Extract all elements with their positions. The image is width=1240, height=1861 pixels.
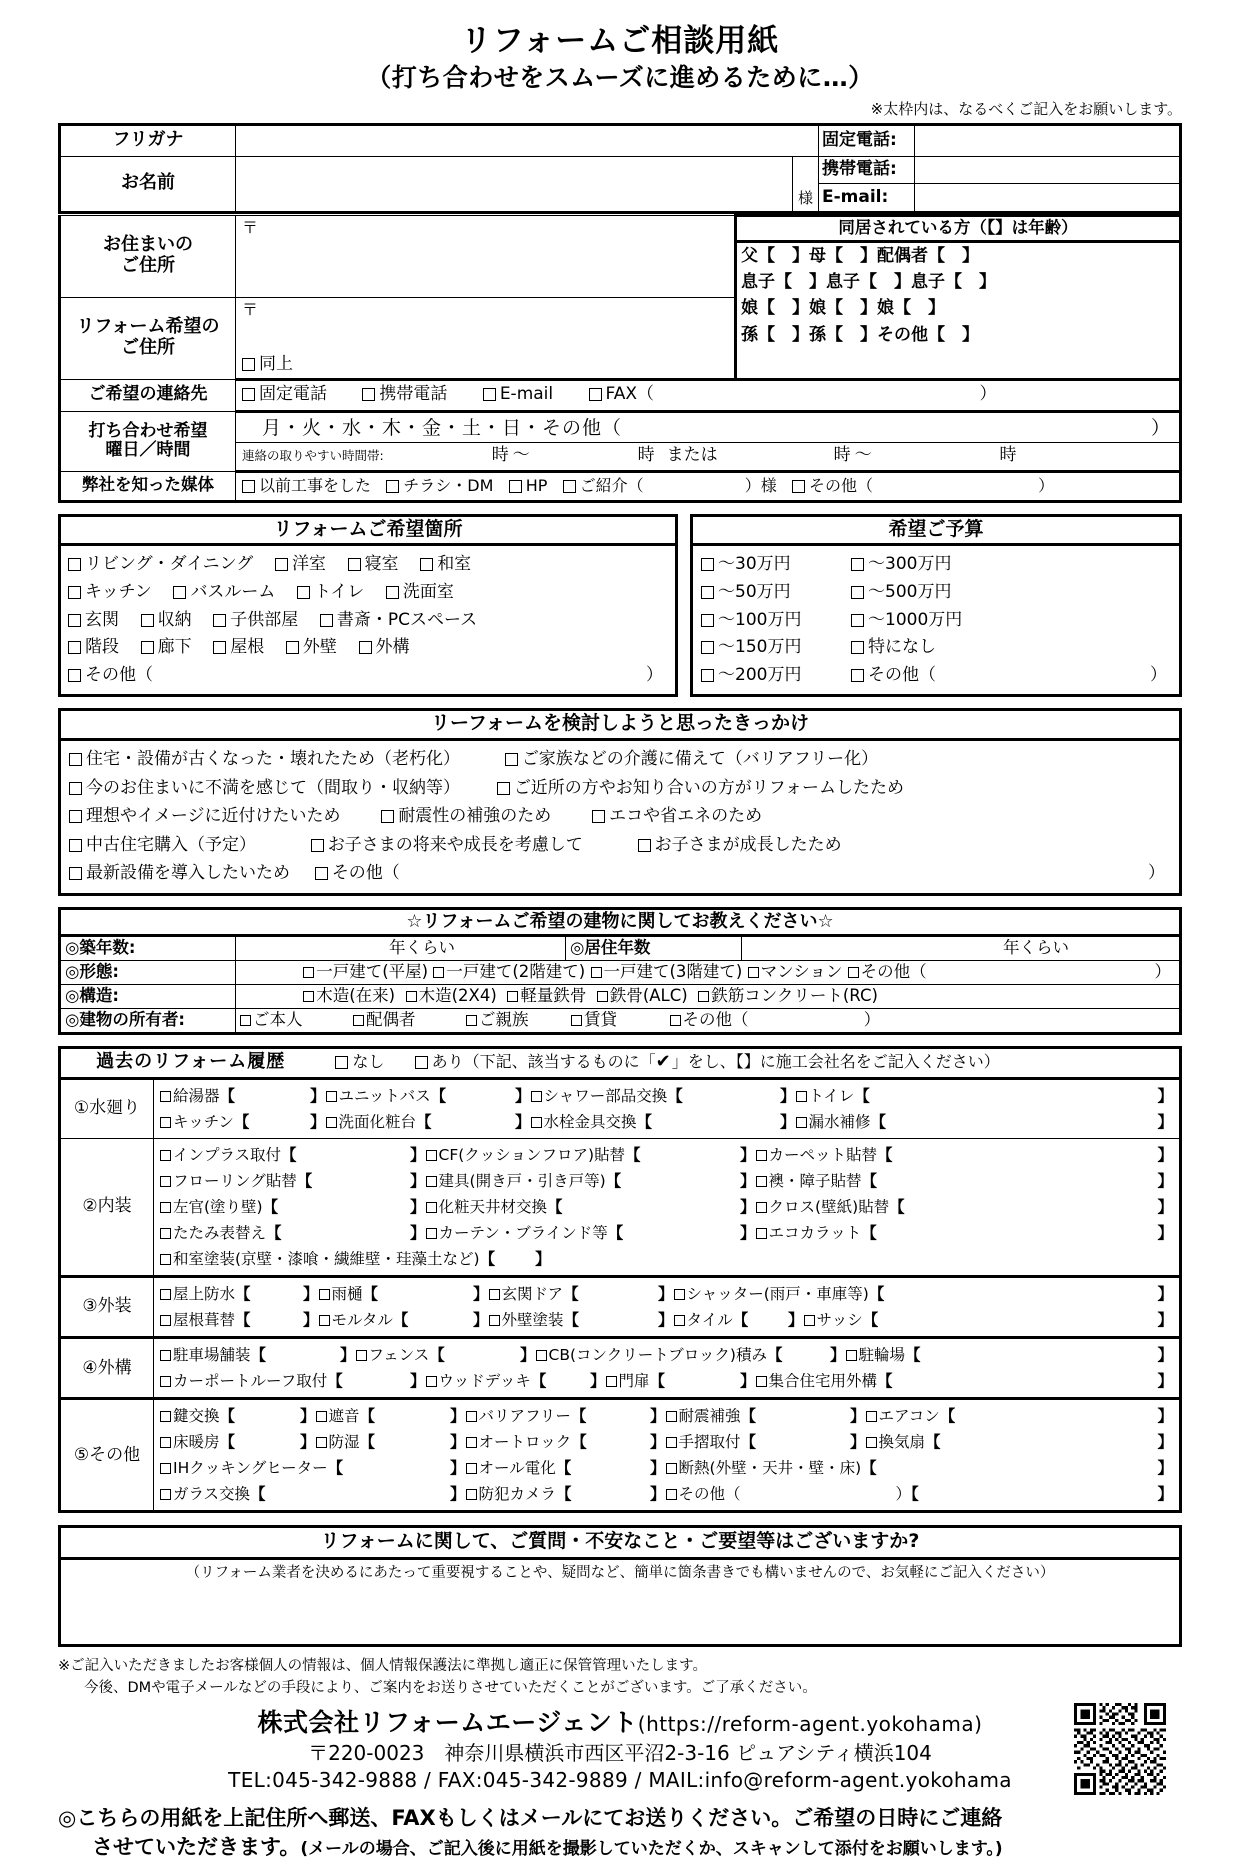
- history-cat-exterior-items: [154, 1277, 1181, 1338]
- owner-self-checkbox[interactable]: [240, 1015, 251, 1026]
- furigana-label: フリガナ: [60, 124, 236, 156]
- hist-washitsu-paint-checkbox[interactable]: [160, 1254, 171, 1265]
- building-struct-label: ◎構造:: [60, 985, 236, 1009]
- place-bedroom-checkbox[interactable]: [348, 558, 361, 571]
- budget-200-checkbox[interactable]: [701, 669, 714, 682]
- form-mansion-checkbox[interactable]: [748, 967, 759, 978]
- motivation-neighbor-checkbox[interactable]: [497, 782, 510, 795]
- hist-seismic-checkbox[interactable]: [666, 1411, 677, 1422]
- media-other-checkbox[interactable]: [792, 480, 805, 493]
- budget-30-checkbox[interactable]: [701, 558, 714, 571]
- struct-light-steel-checkbox[interactable]: [507, 991, 518, 1002]
- struct-wood-checkbox[interactable]: [303, 991, 314, 1002]
- building-owner-options: ご本人 配偶者 ご親族 賃貸 その他（ ）: [236, 1009, 1181, 1034]
- hist-mortar-checkbox[interactable]: [319, 1315, 330, 1326]
- contact-pref-row: [60, 379, 1181, 411]
- contact-pref-label: ご希望の連絡先: [60, 379, 236, 411]
- motivation-children-grown-checkbox[interactable]: [638, 839, 651, 852]
- history-item-row: キッチン【 】 洗面化粧台【 】 水栓金具交換【 】 漏水補修【 】: [160, 1109, 1177, 1135]
- contact-fixed-checkbox[interactable]: [242, 388, 255, 401]
- place-storage-checkbox[interactable]: [141, 614, 154, 627]
- places-row-1: リビング・ダイニング 洋室 寝室 和室: [68, 551, 669, 579]
- page-title: リフォームご相談用紙: [460, 23, 780, 59]
- history-table: [58, 1046, 1182, 1513]
- same-as-above-option[interactable]: 同上: [242, 355, 293, 375]
- meeting-time[interactable]: 連絡の取りやすい時間帯: 時 ～ 時 または 時 ～ 時: [242, 444, 1017, 465]
- tel-mobile-input[interactable]: [915, 156, 1181, 183]
- history-category-row: [60, 1338, 1181, 1399]
- budget-row-3: ～100万円 ～1000万円: [701, 607, 1173, 635]
- building-live-input[interactable]: 年くらい: [742, 936, 1181, 961]
- hist-leak-checkbox[interactable]: [796, 1117, 807, 1128]
- motivation-eco-checkbox[interactable]: [592, 810, 605, 823]
- places-row-4: 階段 廊下 屋根 外壁 外構: [68, 634, 669, 662]
- form-detached-1f-checkbox[interactable]: [303, 967, 314, 978]
- history-item-row: IHクッキングヒーター【 】 オール電化【 】 断熱(外壁・天井・壁・床)【 】: [160, 1455, 1177, 1481]
- history-item-row: 屋上防水【 】 雨樋【 】 玄関ドア【 】 シャッター(雨戸・車庫等)【 】: [160, 1281, 1177, 1307]
- history-cat-interior-items: [154, 1139, 1181, 1277]
- company-info: [58, 1709, 1182, 1792]
- motivation-usedhome-checkbox[interactable]: [69, 839, 82, 852]
- motivation-box: [58, 708, 1182, 896]
- hist-shower-checkbox[interactable]: [531, 1091, 542, 1102]
- building-table: [58, 907, 1182, 1036]
- struct-wood2x4-checkbox[interactable]: [406, 991, 417, 1002]
- email-input[interactable]: [915, 183, 1181, 212]
- home-address-label: お住まいの ご住所: [60, 215, 236, 297]
- hist-apartment-exterior-checkbox[interactable]: [756, 1376, 767, 1387]
- hist-autolock-checkbox[interactable]: [466, 1437, 477, 1448]
- top-note: ※太枠内は、なるべくご記入をお願いします。: [870, 100, 1182, 119]
- hist-plaster-checkbox[interactable]: [160, 1202, 171, 1213]
- building-owner-label: ◎建物の所有者:: [60, 1009, 236, 1034]
- owner-rental-checkbox[interactable]: [571, 1015, 582, 1026]
- motivation-row-4: 中古住宅購入（予定） お子さまの将来や成長を考慮して お子さまが成長したため: [69, 831, 1171, 860]
- motivation-children-future-checkbox[interactable]: [311, 839, 324, 852]
- place-bathroom-checkbox[interactable]: [173, 586, 186, 599]
- hist-kitchen-checkbox[interactable]: [160, 1117, 171, 1128]
- hist-cloth-checkbox[interactable]: [756, 1202, 767, 1213]
- company-address: 〒220-0023 神奈川県横浜市西区平沼2-3-16 ピュアシティ横浜104: [308, 1741, 932, 1766]
- hist-wallpaint-checkbox[interactable]: [489, 1315, 500, 1326]
- page-subtitle: （打ち合わせをスムーズに進めるために…）: [366, 62, 874, 92]
- history-header-row: [60, 1048, 1181, 1079]
- hist-allelectric-checkbox[interactable]: [466, 1463, 477, 1474]
- history-category-row: [60, 1277, 1181, 1338]
- owner-relative-checkbox[interactable]: [466, 1015, 477, 1026]
- place-toilet-checkbox[interactable]: [297, 586, 310, 599]
- hist-tile-checkbox[interactable]: [674, 1315, 685, 1326]
- hist-aircon-checkbox[interactable]: [866, 1411, 877, 1422]
- hist-cb-checkbox[interactable]: [536, 1350, 547, 1361]
- hist-roofrenew-checkbox[interactable]: [160, 1315, 171, 1326]
- hist-carport-checkbox[interactable]: [160, 1376, 171, 1387]
- history-none-checkbox[interactable]: [335, 1056, 348, 1069]
- question-title: リフォームに関して、ご質問・不安なこと・ご要望等はございますか?: [61, 1528, 1179, 1560]
- hist-shutter-checkbox[interactable]: [674, 1289, 685, 1300]
- place-kitchen-checkbox[interactable]: [68, 586, 81, 599]
- history-item-row: 駐車場舗装【 】 フェンス【 】 CB(コンクリートブロック)積み【 】 駐輪場【 】: [160, 1342, 1177, 1368]
- name-row-1: [60, 156, 1181, 183]
- zip-mark-reform: 〒: [242, 299, 259, 319]
- hist-gutter-checkbox[interactable]: [319, 1289, 330, 1300]
- media-options: 以前工事をした チラシ・DM HP ご紹介（ ）様 その他（ ）: [236, 471, 1181, 501]
- motivation-dissatisfied-checkbox[interactable]: [69, 782, 82, 795]
- media-flyer-checkbox[interactable]: [386, 480, 399, 493]
- history-item-row: 床暖房【 】 防湿【 】 オートロック【 】 手摺取付【 】 換気扇【 】: [160, 1429, 1177, 1455]
- struct-steel-checkbox[interactable]: [597, 991, 608, 1002]
- hist-sash-checkbox[interactable]: [804, 1315, 815, 1326]
- privacy-note: ※ご記入いただきましたお客様個人の情報は、個人情報保護法に準拠し適正に保管管理いたします。 今後、DMや電子メールなどの手段により、ご案内をお送りさせていただくことがございます。ご了承ください。: [58, 1657, 817, 1696]
- places-budget-section: [58, 514, 1182, 698]
- building-form-row: [60, 961, 1181, 985]
- company-name: 株式会社リフォームエージェント(https://reform-agent.yokohama): [257, 1708, 983, 1738]
- place-living-checkbox[interactable]: [68, 558, 81, 571]
- building-age-label: ◎築年数:: [60, 936, 236, 961]
- hist-toilet-checkbox[interactable]: [796, 1091, 807, 1102]
- history-cat-exteriorstruct-items: [154, 1338, 1181, 1399]
- hist-soundproof-checkbox[interactable]: [316, 1411, 327, 1422]
- hist-insulation-checkbox[interactable]: [666, 1463, 677, 1474]
- place-other-checkbox[interactable]: [68, 669, 81, 682]
- history-item-row: インプラス取付【 】 CF(クッションフロア)貼替【 】 カーペット貼替【 】: [160, 1142, 1177, 1168]
- question-textarea[interactable]: [61, 1582, 1179, 1644]
- building-form-options: 一戸建て(平屋) 一戸建て(2階建て) 一戸建て(3階建て) マンション その他（ ）: [236, 961, 1181, 985]
- building-age-input[interactable]: 年くらい: [236, 936, 566, 961]
- history-item-row: カーポートルーフ取付【 】 ウッドデッキ【 】 門扉【 】 集合住宅用外構【 】: [160, 1368, 1177, 1394]
- places-row-other: その他（ ）: [68, 662, 669, 690]
- question-subtitle: （リフォーム業者を決めるにあたって重要視することや、疑問など、簡単に箇条書きでも構いませんので、お気軽にご記入ください）: [185, 1565, 1055, 1582]
- motivation-latest-equipment-checkbox[interactable]: [69, 867, 82, 880]
- motivation-aging-checkbox[interactable]: [69, 753, 82, 766]
- hist-handrail-checkbox[interactable]: [666, 1437, 677, 1448]
- history-cat-exterior-label: ③外装: [60, 1277, 154, 1338]
- history-cat-plumbing-items: [154, 1078, 1181, 1138]
- hist-ceiling-checkbox[interactable]: [426, 1202, 437, 1213]
- company-contact: TEL:045-342-9888 / FAX:045-342-9889 / MAIL:info@reform-agent.yokohama: [228, 1768, 1012, 1793]
- history-cat-other-label: ⑤その他: [60, 1399, 154, 1512]
- budget-50-checkbox[interactable]: [701, 586, 714, 599]
- cohabitants-row-3[interactable]: 娘【 】娘【 】娘【 】: [741, 298, 945, 319]
- owner-other-checkbox[interactable]: [670, 1015, 681, 1026]
- place-exterior-wall-checkbox[interactable]: [286, 641, 299, 654]
- final-note: ◎こちらの用紙を上記住所へ郵送、FAXもしくはメールにてお送りください。ご希望の日時にご連絡 させていただきます。(メールの場合、ご記入後に用紙を撮影していただくか、スキャンして添付をお願いします。): [58, 1804, 1182, 1861]
- meeting-row: [60, 411, 1181, 471]
- hist-securitycam-checkbox[interactable]: [466, 1489, 477, 1500]
- home-address-row: [60, 215, 1181, 297]
- contact-mobile-checkbox[interactable]: [362, 388, 375, 401]
- hist-other-checkbox[interactable]: [666, 1489, 677, 1500]
- place-corridor-checkbox[interactable]: [141, 641, 154, 654]
- hist-fittings-checkbox[interactable]: [426, 1176, 437, 1187]
- contact-pref-options: 固定電話 携帯電話 E-mail FAX（ ）: [236, 379, 1181, 411]
- sama-suffix: 様: [793, 156, 819, 212]
- home-address-input[interactable]: [236, 215, 736, 297]
- history-cat-other-items: [154, 1399, 1181, 1512]
- reform-address-label: リフォーム希望の ご住所: [60, 297, 236, 379]
- media-row: [60, 471, 1181, 501]
- history-cat-plumbing-label: ①水廻り: [60, 1078, 154, 1138]
- building-owner-row: [60, 1009, 1181, 1034]
- budget-none-checkbox[interactable]: [851, 641, 864, 654]
- struct-rc-checkbox[interactable]: [698, 991, 709, 1002]
- budget-options: [693, 546, 1179, 694]
- furigana-input[interactable]: [236, 124, 819, 156]
- reform-address-input[interactable]: [236, 297, 736, 379]
- history-category-row: [60, 1139, 1181, 1277]
- budget-150-checkbox[interactable]: [701, 641, 714, 654]
- form-other-checkbox[interactable]: [848, 967, 859, 978]
- building-title: ☆リフォームご希望の建物に関してお教えください☆: [60, 908, 1181, 936]
- hist-flooring-checkbox[interactable]: [160, 1176, 171, 1187]
- place-study-checkbox[interactable]: [320, 614, 333, 627]
- motivation-row-2: 今のお住まいに不満を感じて（間取り・収納等） ご近所の方やお知り合いの方がリフォームしたため: [69, 774, 1171, 803]
- motivation-row-5: 最新設備を導入したいため その他（ ）: [69, 859, 1171, 888]
- hist-fence-checkbox[interactable]: [356, 1350, 367, 1361]
- hist-fusuma-checkbox[interactable]: [756, 1176, 767, 1187]
- places-row-3: 玄関 収納 子供部屋 書斎・PCスペース: [68, 607, 669, 635]
- hist-wooddeck-checkbox[interactable]: [426, 1376, 437, 1387]
- motivation-row-3: 理想やイメージに近付けたいため 耐震性の補強のため エコや省エネのため: [69, 802, 1171, 831]
- motivation-title: リーフォームを検討しようと思ったきっかけ: [61, 711, 1179, 741]
- hist-parking-checkbox[interactable]: [160, 1350, 171, 1361]
- contact-fax-checkbox[interactable]: [589, 388, 602, 401]
- cohabitants-row-2[interactable]: 息子【 】息子【 】息子【 】: [741, 272, 996, 293]
- name-input[interactable]: [236, 156, 793, 212]
- budget-1000-checkbox[interactable]: [851, 614, 864, 627]
- hist-keychange-checkbox[interactable]: [160, 1411, 171, 1422]
- building-form-label: ◎形態:: [60, 961, 236, 985]
- qr-code-icon: [1074, 1703, 1166, 1795]
- budget-row-4: ～150万円 特になし: [701, 634, 1173, 662]
- hist-curtain-checkbox[interactable]: [426, 1228, 437, 1239]
- history-item-row: 和室塗装(京壁・漆喰・繊維壁・珪藻土など)【 】: [160, 1246, 1177, 1272]
- media-previous-checkbox[interactable]: [242, 480, 255, 493]
- budget-300-checkbox[interactable]: [851, 558, 864, 571]
- media-label: 弊社を知った媒体: [60, 471, 236, 501]
- building-live-label: ◎居住年数: [566, 936, 742, 961]
- budget-other-checkbox[interactable]: [851, 669, 864, 682]
- hist-glasschange-checkbox[interactable]: [160, 1489, 171, 1500]
- company-url[interactable]: (https://reform-agent.yokohama): [637, 1712, 983, 1737]
- hist-unitbath-checkbox[interactable]: [326, 1091, 337, 1102]
- form-detached-2f-checkbox[interactable]: [433, 967, 444, 978]
- history-item-row: ガラス交換【 】 防犯カメラ【 】 その他（ ）【 】: [160, 1481, 1177, 1507]
- building-title-row: [60, 908, 1181, 936]
- budget-row-2: ～50万円 ～500万円: [701, 579, 1173, 607]
- motivation-barrierfree-checkbox[interactable]: [505, 753, 518, 766]
- building-struct-row: [60, 985, 1181, 1009]
- hist-entrancedoor-checkbox[interactable]: [489, 1289, 500, 1300]
- reform-places-title: リフォームご希望箇所: [61, 517, 675, 547]
- place-kids-room-checkbox[interactable]: [213, 614, 226, 627]
- question-box: [58, 1525, 1182, 1647]
- hist-roofwaterproof-checkbox[interactable]: [160, 1289, 171, 1300]
- budget-row-1: ～30万円 ～300万円: [701, 551, 1173, 579]
- meeting-label: 打ち合わせ希望 曜日／時間: [60, 411, 236, 471]
- owner-spouse-checkbox[interactable]: [353, 1015, 364, 1026]
- contact-email-checkbox[interactable]: [483, 388, 496, 401]
- name-label: お名前: [60, 156, 236, 212]
- place-entrance-checkbox[interactable]: [68, 614, 81, 627]
- place-washroom-checkbox[interactable]: [386, 586, 399, 599]
- media-referral-checkbox[interactable]: [563, 480, 576, 493]
- check-icon: ✔: [655, 1051, 672, 1073]
- hist-gate-checkbox[interactable]: [606, 1376, 617, 1387]
- hist-faucet-checkbox[interactable]: [531, 1117, 542, 1128]
- hist-vanity-checkbox[interactable]: [326, 1117, 337, 1128]
- budget-box: [690, 514, 1182, 698]
- address-table: [58, 214, 1182, 503]
- hist-carpet-checkbox[interactable]: [756, 1150, 767, 1161]
- form-detached-3f-checkbox[interactable]: [591, 967, 602, 978]
- hist-ventfan-checkbox[interactable]: [866, 1437, 877, 1448]
- history-category-row: [60, 1399, 1181, 1512]
- history-yes-checkbox[interactable]: [415, 1056, 428, 1069]
- hist-inplus-checkbox[interactable]: [160, 1150, 171, 1161]
- hist-tatami-checkbox[interactable]: [160, 1228, 171, 1239]
- budget-500-checkbox[interactable]: [851, 586, 864, 599]
- meeting-days[interactable]: 月・火・水・木・金・土・日・その他（ ）: [236, 415, 1179, 443]
- motivation-options: [61, 741, 1179, 893]
- history-category-row: [60, 1078, 1181, 1138]
- place-exterior-checkbox[interactable]: [359, 641, 372, 654]
- motivation-earthquake-checkbox[interactable]: [381, 810, 394, 823]
- history-item-row: たたみ表替え【 】 カーテン・ブラインド等【 】 エコカラット【 】: [160, 1220, 1177, 1246]
- tel-mobile-label: 携帯電話:: [819, 156, 915, 183]
- history-item-row: 左官(塗り壁)【 】 化粧天井材交換【 】 クロス(壁紙)貼替【 】: [160, 1194, 1177, 1220]
- history-item-row: 給湯器【 】 ユニットバス【 】 シャワー部品交換【 】 トイレ【 】: [160, 1083, 1177, 1109]
- budget-title: 希望ご予算: [693, 517, 1179, 547]
- history-item-row: フローリング貼替【 】 建具(開き戸・引き戸等)【 】 襖・障子貼替【 】: [160, 1168, 1177, 1194]
- meeting-cell: [236, 411, 1181, 471]
- hist-moistureproof-checkbox[interactable]: [316, 1437, 327, 1448]
- hist-barrierfree-checkbox[interactable]: [466, 1411, 477, 1422]
- hist-cf-checkbox[interactable]: [426, 1150, 437, 1161]
- motivation-ideal-checkbox[interactable]: [69, 810, 82, 823]
- cohabitants-box: [736, 215, 1181, 379]
- building-age-row: [60, 936, 1181, 961]
- history-item-row: 鍵交換【 】 遮音【 】 バリアフリー【 】 耐震補強【 】 エアコン【 】: [160, 1403, 1177, 1429]
- building-struct-options: 木造(在来) 木造(2X4) 軽量鉄骨 鉄骨(ALC) 鉄筋コンクリート(RC): [236, 985, 1181, 1009]
- reform-places-options: [61, 546, 675, 694]
- place-japanese-room-checkbox[interactable]: [420, 558, 433, 571]
- tel-fixed-input[interactable]: [915, 124, 1181, 156]
- place-roof-checkbox[interactable]: [213, 641, 226, 654]
- places-row-2: キッチン バスルーム トイレ 洗面室: [68, 579, 669, 607]
- history-item-row: 屋根葺替【 】 モルタル【 】 外壁塗装【 】 タイル【 】 サッシ【 】: [160, 1307, 1177, 1333]
- hist-bikeparking-checkbox[interactable]: [846, 1350, 857, 1361]
- cohabitants-title: 同居されている方（【】は年齢）: [737, 217, 1179, 243]
- hist-ihcooking-checkbox[interactable]: [160, 1463, 171, 1474]
- cohabitants-row-1[interactable]: 父【 】母【 】配偶者【 】: [741, 245, 979, 266]
- history-header: 過去のリフォーム履歴 なし あり（下記、該当するものに「✔」をし、【】に施工会社名をご記入ください）: [60, 1048, 1181, 1079]
- media-hp-checkbox[interactable]: [509, 480, 522, 493]
- budget-100-checkbox[interactable]: [701, 614, 714, 627]
- tel-fixed-label: 固定電話:: [819, 124, 915, 156]
- place-stairs-checkbox[interactable]: [68, 641, 81, 654]
- motivation-row-1: 住宅・設備が古くなった・壊れたため（老朽化） ご家族などの介護に備えて（バリアフリー化）: [69, 745, 1171, 774]
- history-title: 過去のリフォーム履歴: [96, 1051, 286, 1073]
- reform-places-box: [58, 514, 678, 698]
- email-label: E-mail:: [819, 183, 915, 212]
- identity-table: [58, 123, 1182, 214]
- place-western-room-checkbox[interactable]: [275, 558, 288, 571]
- hist-ecocarat-checkbox[interactable]: [756, 1228, 767, 1239]
- hist-floorheat-checkbox[interactable]: [160, 1437, 171, 1448]
- final-note-line2: させていただきます。(メールの場合、ご記入後に用紙を撮影していただくか、スキャンして添付をお願いします。): [92, 1834, 1003, 1859]
- same-as-above-checkbox[interactable]: [242, 358, 255, 371]
- hist-waterheater-checkbox[interactable]: [160, 1091, 171, 1102]
- cohabitants-row-4[interactable]: 孫【 】孫【 】その他【 】: [741, 324, 979, 345]
- budget-row-5: ～200万円 その他（ ）: [701, 662, 1173, 690]
- furigana-row: [60, 124, 1181, 156]
- history-cat-interior-label: ②内装: [60, 1139, 154, 1277]
- motivation-other-checkbox[interactable]: [315, 867, 328, 880]
- history-cat-exteriorstruct-label: ④外構: [60, 1338, 154, 1399]
- zip-mark-home: 〒: [242, 217, 259, 237]
